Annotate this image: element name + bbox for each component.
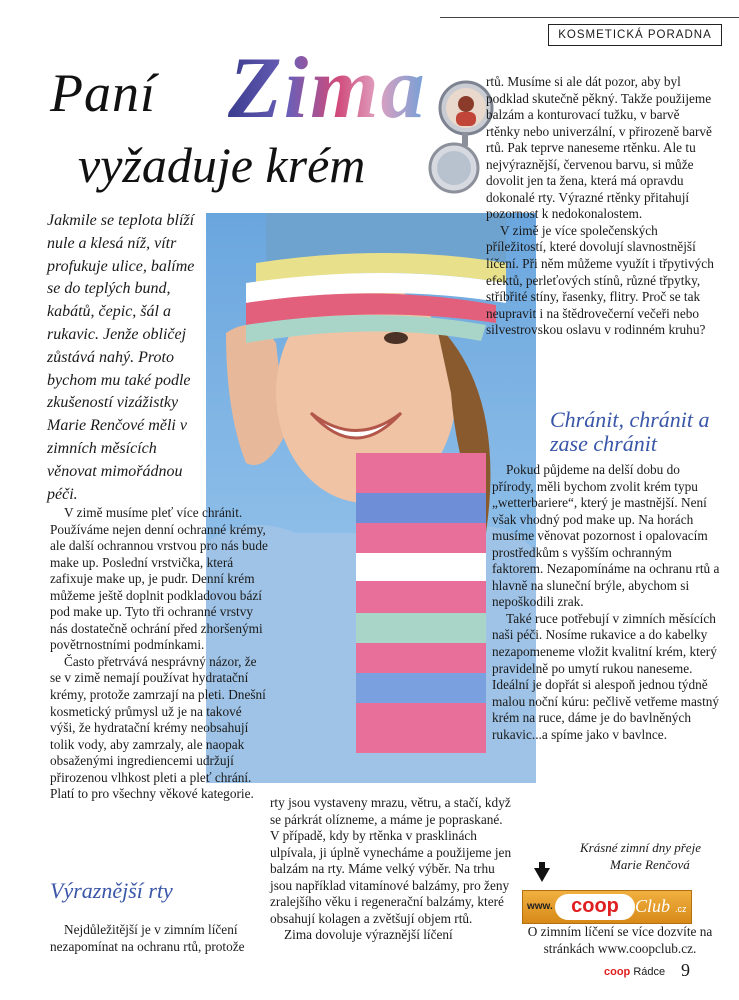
coop-logo: coop [555, 894, 635, 920]
paragraph: V zimě musíme pleť více chránit. Používáme nejen denní ochranné krémy, ale další ochrannou vrstvou pro nás bude make up. Poslední vrstvička, která zafixuje make up, je pudr. Denní krém můžeme ještě doplnit podkladovou bází pod make up. Tyto tři ochranné vrstvy nás dostatečně ochrání před zhoršenými povětrnostními podmínkami. [50, 505, 268, 653]
page-number: 9 [681, 960, 690, 980]
paragraph: Nejdůležitější je v zimním líčení nezapomínat na ochranu rtů, protože [50, 922, 245, 954]
coop-www: www. [527, 901, 553, 912]
paragraph: Často přetrvává nesprávný názor, že se v zimě nemají používat hydratační krémy, protože zamrzají na pleti. Dnešní kosmetický průmysl už je na takové výši, že hydratační krémy neobsahují tolik vody, aby zamrzaly, ale naopak obsaženými ingrediencemi udržují přirozenou vlhkost pleti a pleť chrání. Platí to pro všechny věkové kategorie. [50, 653, 266, 802]
subheading-protect: Chránit, chránit a zase chránit [550, 407, 710, 456]
subheading-lips: Výraznější rty [50, 878, 173, 903]
paragraph: rtů. Musíme si ale dát pozor, aby byl podklad skutečně pěkný. Takže použijeme balzám a konturovací tužku, v barvě rtěnky nebo univerzální, v přirozeně barvě rtů. Pak teprve naneseme rtěnku. Ale tu nejvýraznější, červenou barvu, si může dovolit jen ta žena, která má opravdu dokonalé rty. Výrazné rtěnky přitahují pozornost k nedokonalostem. [486, 74, 712, 222]
footer-brand [604, 966, 665, 978]
title-highlight: Zima [228, 40, 427, 137]
coop-tld: .cz [675, 904, 687, 914]
paragraph: Zima dovoluje výraznější líčení [284, 927, 453, 943]
signoff-author: Marie Renčová [610, 857, 690, 872]
coop-note: O zimním líčení se více dozvíte na stránkách www.coopclub.cz. [527, 924, 713, 956]
body-column-1b [50, 922, 270, 955]
body-column-4 [492, 462, 722, 743]
coopclub-banner[interactable] [522, 868, 692, 918]
coop-club: Club [635, 896, 671, 916]
footer-magazine: Rádce [633, 966, 666, 978]
paragraph: rty jsou vystaveny mrazu, větru, a stačí, když se párkrát olízneme, a máme je popraskané. V případě, kdy by rtěnka v prasklinách ulpívala, ji úplně vynecháme a použijeme jen balzám na rty. Máme velký výběr. Na trhu jsou například vitamínové balzámy, pro ženy zralejšího věku i regenerační balzámy, které obsahují kolagen a zvětšují objem rtů. [270, 795, 512, 926]
header-rule [440, 17, 739, 18]
body-column-1 [50, 505, 270, 803]
coop-logo-box [522, 890, 692, 924]
title-part1: Paní [50, 63, 156, 123]
body-column-2 [270, 795, 515, 944]
title-part2: vyžaduje krém [78, 137, 366, 193]
section-tag: KOSMETICKÁ PORADNA [548, 24, 722, 46]
arrow-down-icon [534, 868, 550, 882]
paragraph: Pokud půjdeme na delší dobu do přírody, měli bychom zvolit krém typu „wetterbariere“, který je mastnější. Není však vhodný pod make up. Na horách musíme věnovat pozornost i opalovacím prostředkům s vyšším ochranným faktorem. Nezapomínáme na ochranu rtů a hlavně na sluneční brýle, abychom si nepoškodili zrak. [492, 462, 720, 610]
footer-coop: coop [604, 966, 631, 978]
body-column-3 [486, 74, 714, 339]
paragraph: Také ruce potřebují v zimních měsících naši péči. Nosíme rukavice a do kabelky nezapomeneme vložit kvalitní krém, který pravidelně po umytí rukou naneseme. Ideální je dopřát si alespoň jednou týdně malou noční kúru: pečlivě vetřeme mastný krém na ruce, dáme je do bavlněných rukavic...a spíme jako v bavlnce. [492, 610, 720, 742]
lead-paragraph: Jakmile se teplota blíží nule a klesá níž, vítr profukuje ulice, balíme se do teplých bund, kabátů, čepic, šál a rukavic. Jenže obličej zůstává nahý. Proto bychom mu také podle zkušeností vizážistky Marie Renčové měli v zimních měsících věnovat mimořádnou péči. [47, 212, 195, 503]
signoff-greeting: Krásné zimní dny přeje [580, 840, 701, 855]
paragraph: V zimě je více společenských příležitostí, které dovolují slavnostnější líčení. Při něm můžeme využít i třpytivých efektů, perleťových stínů, různé třpytky, stříbřité stíny, řasenky, flitry. Proč se tak neupravit i na štědrovečerní večeři nebo silvestrovskou oslavu v rodinném kruhu? [486, 222, 714, 338]
